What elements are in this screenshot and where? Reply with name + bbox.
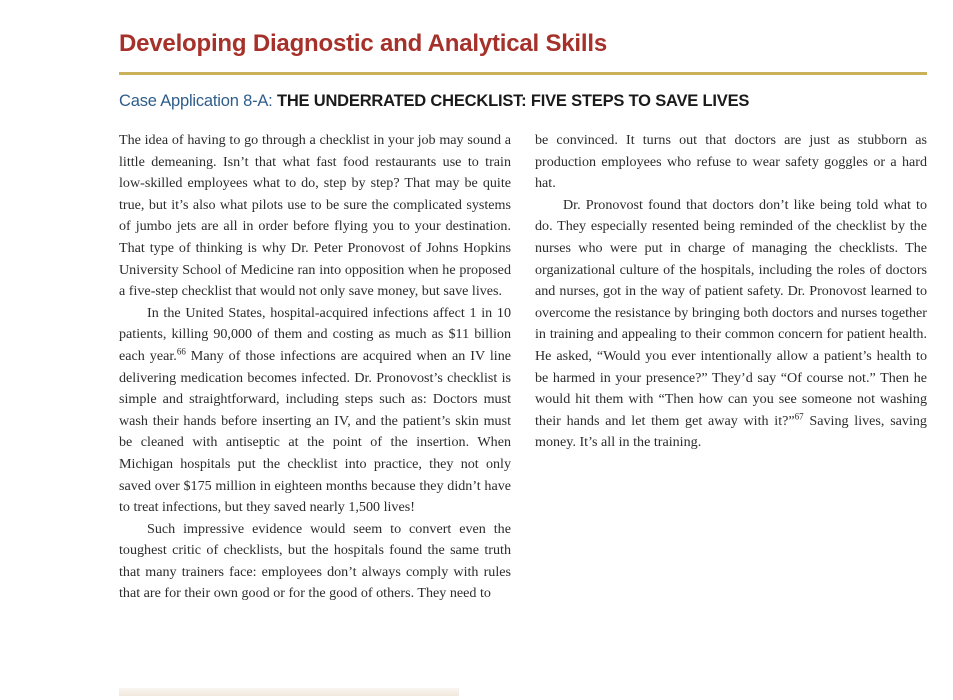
section-title: Developing Diagnostic and Analytical Skills	[119, 30, 607, 57]
title-rule	[119, 72, 927, 75]
left-column	[119, 130, 511, 605]
cut-off-heading-fragment	[119, 688, 459, 700]
paragraph-2-text: In the United States, hospital-acquired infections affect 1 in 10 patients, killing 90,000 of them and costing as much as $11 billion each year.	[119, 304, 511, 364]
paragraph-5-rest: Saving lives, saving money. It’s all in the training.	[535, 412, 927, 451]
paragraph-1: The idea of having to go through a checklist in your job may sound a little demeaning. Isn’t that what fast food restaurants use to train low-skilled employees what to do, step by step? That may be quite true, but it’s also what pilots use to be sure the complicated systems of jumbo jets are all in order before flying you to your destination. That type of thinking is why Dr. Peter Pronovost of Johns Hopkins University School of Medicine ran into opposition when he proposed a five-step checklist that would not only save money, but save lives.	[119, 132, 511, 300]
paragraph-2-rest: Many of those infections are acquired when an IV line delivering medication becomes infected. Dr. Pronovost’s checklist is simple and straightforward, including steps such as: Doctors must wash their hands before inserting an IV, and the patient’s skin must be cleaned with antiseptic at the point of the insertion. When Michigan hospitals put the checklist into practice, they not only saved over $175 million in eighteen months because they didn’t have to treat infections, but they saved nearly 1,500 lives!	[119, 347, 511, 516]
case-label: Case Application 8-A:	[119, 92, 273, 110]
paragraph-5	[535, 195, 927, 454]
footnote-marker-67: 67	[794, 411, 804, 422]
paragraph-5-text: Dr. Pronovost found that doctors don’t like being told what to do. They especially resented being reminded of the checklist by the nurses who were put in charge of managing the checklists. The organizational culture of the hospitals, including the roles of doctors and nurses, got in the way of patient safety. Dr. Pronovost learned to overcome the resistance by bringing both doctors and nurses together in training and appealing to their common concern for patient health. He asked, “Would you ever intentionally allow a patient’s health to be harmed in your presence?” They’d say “Of course not.” Then he would hit them with “Then how can you see someone not washing their hands and let them get away with it?”	[535, 196, 927, 429]
paragraph-2	[119, 303, 511, 519]
footnote-marker-66: 66	[176, 346, 186, 357]
right-column	[535, 130, 927, 454]
cut-off-heading-shade	[119, 688, 459, 696]
paragraph-4: be convinced. It turns out that doctors are just as stubborn as production employees who refuse to wear safety goggles or a hard hat.	[535, 132, 927, 192]
paragraph-3: Such impressive evidence would seem to convert even the toughest critic of checklists, but the hospitals found the same truth that many trainers face: employees don’t always comply with rules that are for their own good or for the good of others. They need to	[119, 520, 511, 602]
case-heading	[119, 92, 749, 111]
case-title: THE UNDERRATED CHECKLIST: FIVE STEPS TO SAVE LIVES	[276, 92, 750, 110]
